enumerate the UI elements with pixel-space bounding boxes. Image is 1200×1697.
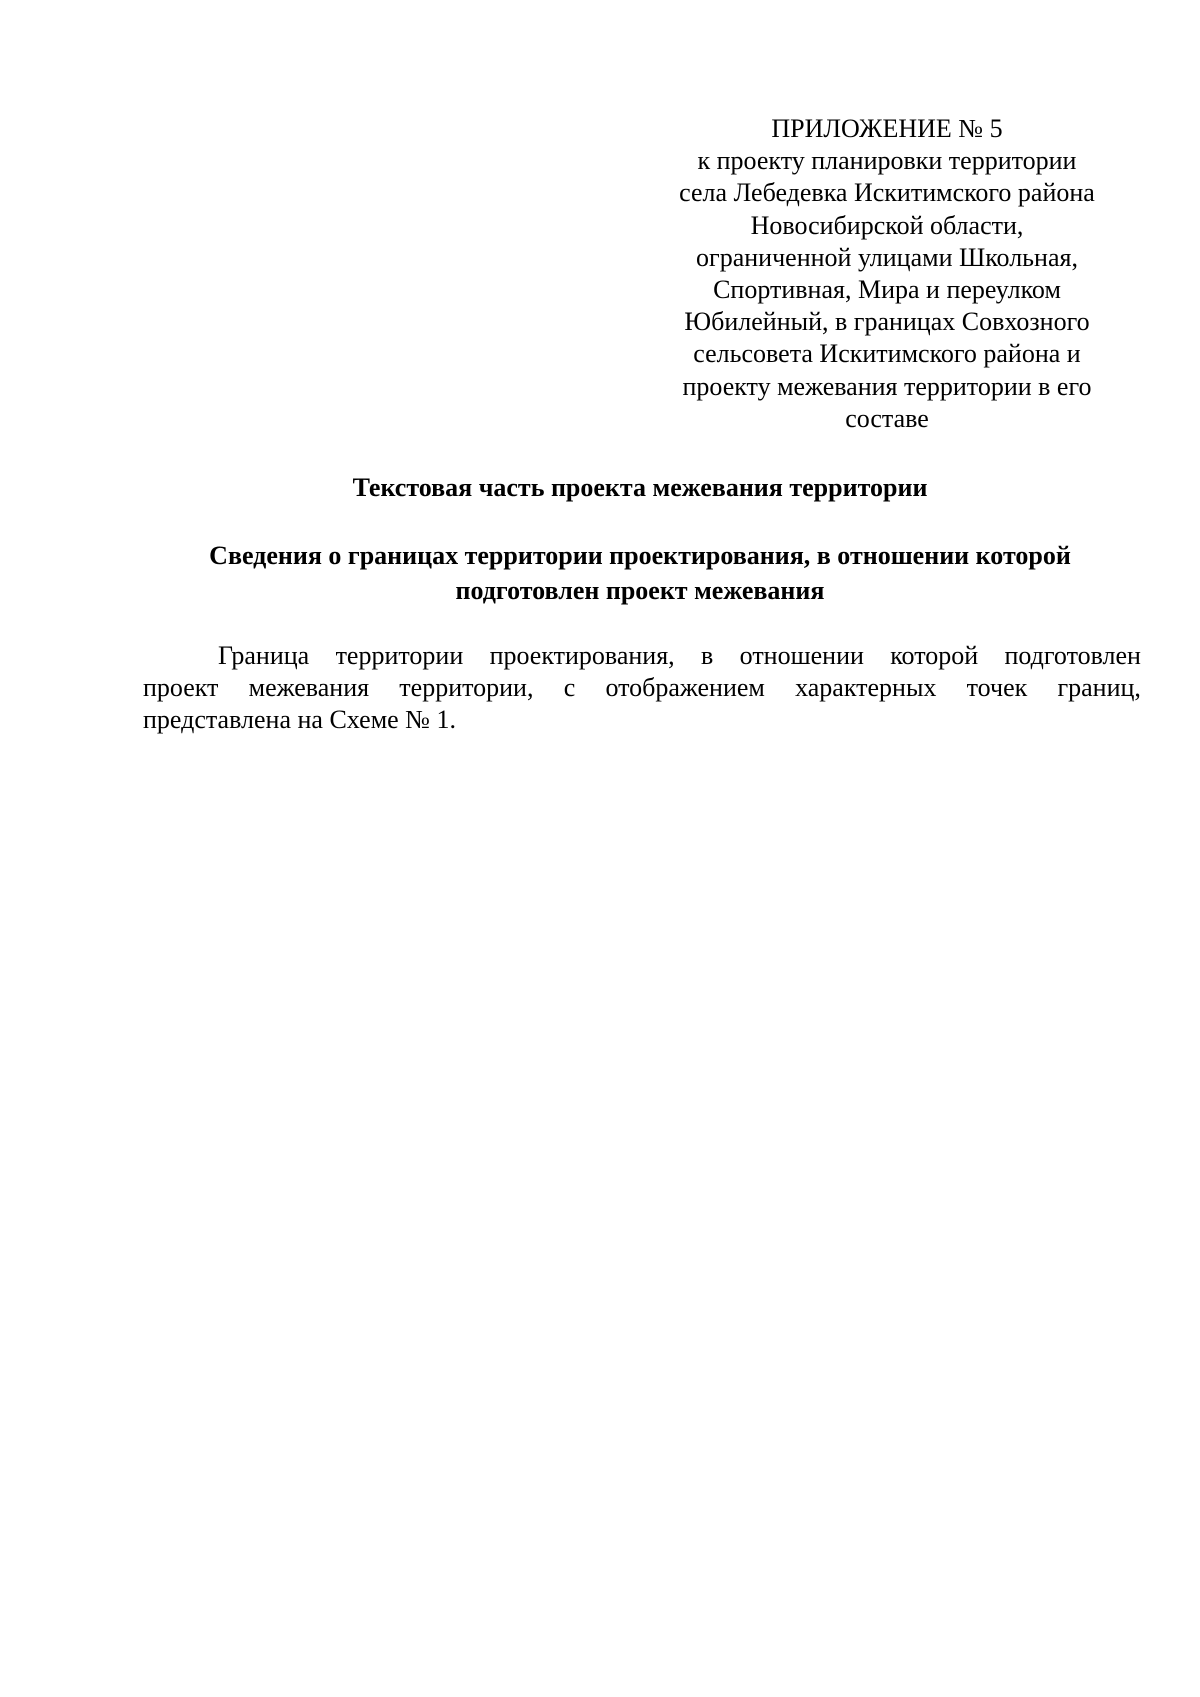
annex-number: ПРИЛОЖЕНИЕ № 5 — [771, 114, 1003, 143]
word: территории — [335, 641, 464, 670]
word: границ, — [1057, 673, 1141, 702]
annex-line: проекту межевания территории в его — [682, 371, 1092, 401]
word: подготовлен — [1004, 641, 1141, 670]
section-heading-line: Сведения о границах территории проектирования, в отношении которой — [209, 541, 1071, 570]
word: Граница — [218, 641, 310, 670]
annex-line: Новосибирской области, — [750, 210, 1024, 240]
document-title: Текстовая часть проекта межевания территории — [352, 473, 928, 502]
word: с — [563, 673, 576, 702]
annex-line: к проекту планировки территории — [697, 146, 1077, 176]
annex-line: сельсовета Искитимского района и — [693, 339, 1081, 369]
word: которой — [890, 641, 979, 670]
body-paragraph — [143, 640, 1141, 736]
annex-line: составе — [845, 403, 929, 433]
annex-line: села Лебедевка Искитимского района — [679, 178, 1095, 208]
section-heading — [140, 538, 1140, 608]
paragraph-line: представлена на Схеме № 1. — [143, 705, 456, 734]
paragraph-line — [143, 672, 1141, 704]
annex-line: ограниченной улицами Школьная, — [696, 242, 1078, 272]
word: отношении — [739, 641, 864, 670]
word: межевания — [248, 673, 370, 702]
annex-line: Спортивная, Мира и переулком — [713, 275, 1061, 305]
word: проектирования, — [489, 641, 675, 670]
word: проект — [143, 673, 219, 702]
section-heading-line: подготовлен проект межевания — [455, 576, 825, 605]
paragraph-line — [143, 640, 1141, 672]
word: точек — [966, 673, 1028, 702]
word: характерных — [795, 673, 937, 702]
word: в — [701, 641, 714, 670]
annex-header — [652, 113, 1122, 435]
annex-line: Юбилейный, в границах Совхозного — [684, 307, 1090, 337]
word: территории, — [399, 673, 534, 702]
word: отображением — [605, 673, 765, 702]
